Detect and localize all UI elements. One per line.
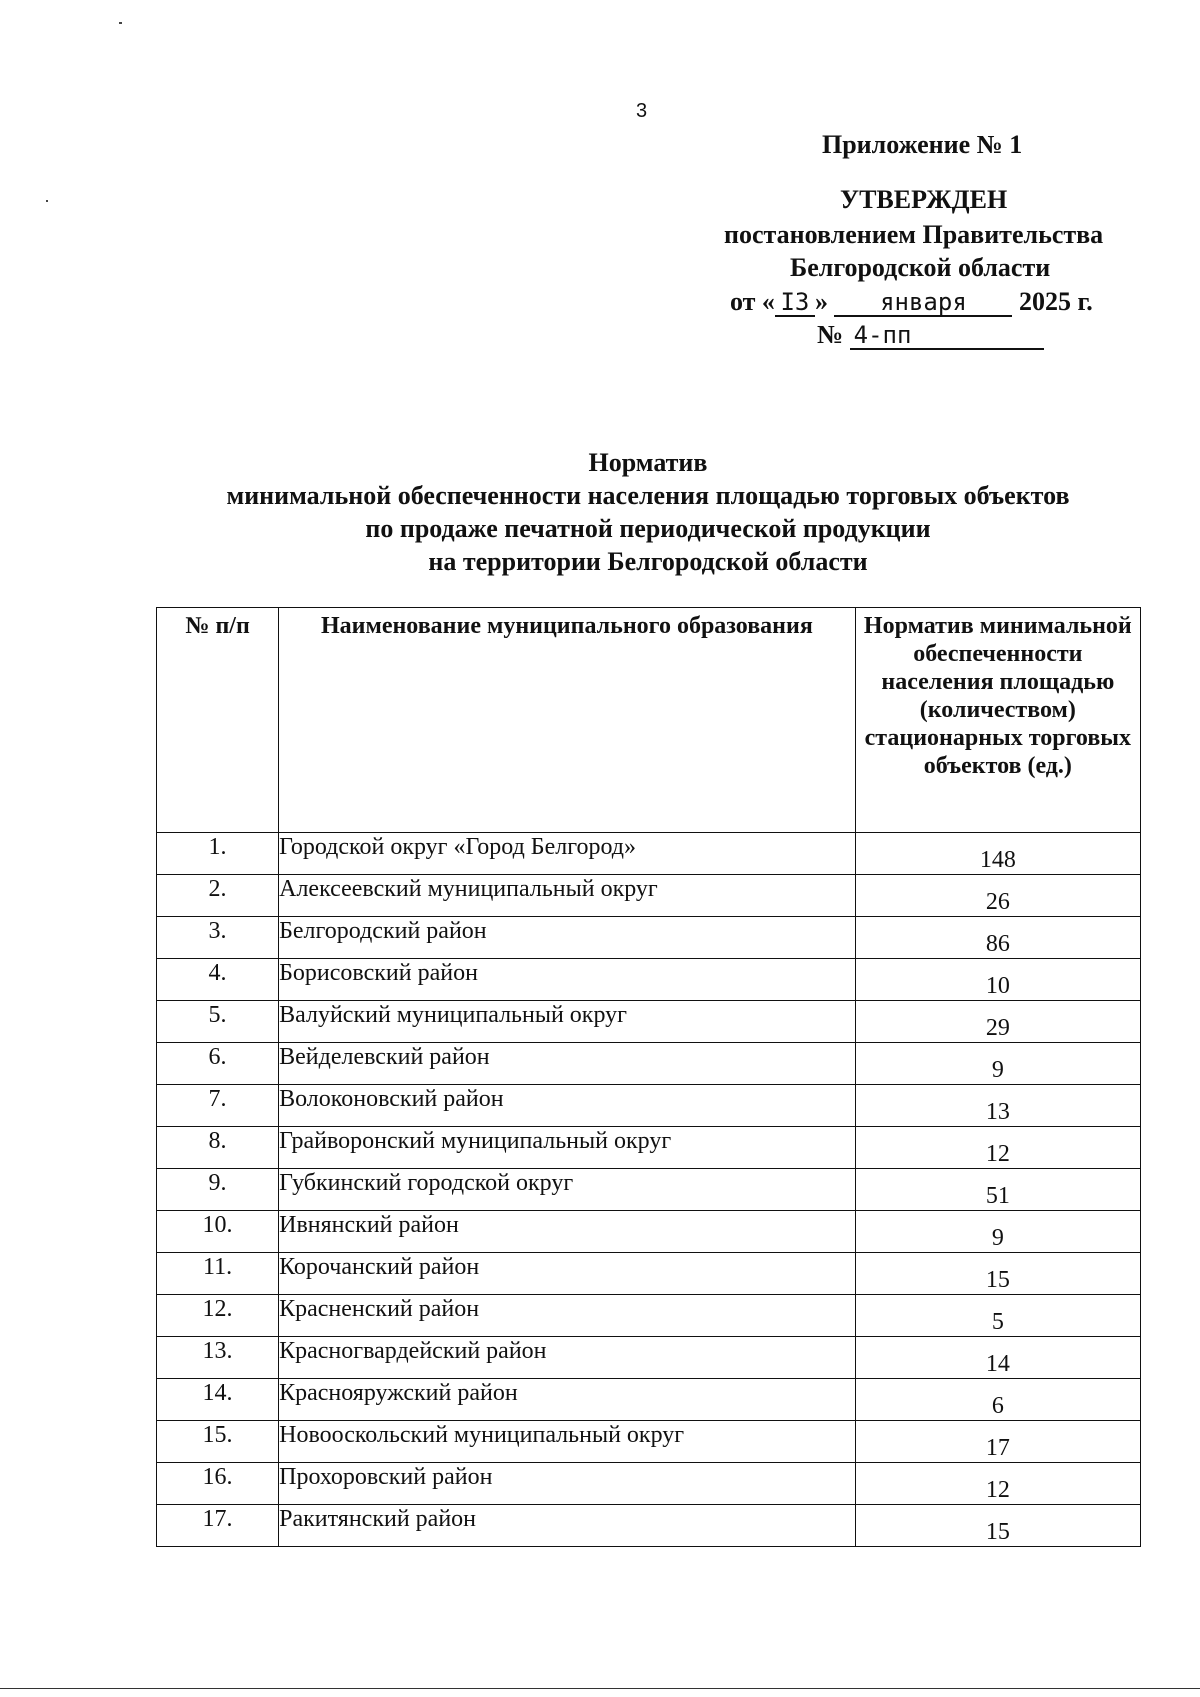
norm-value: 12 xyxy=(855,1127,1140,1169)
municipality-name: Красногвардейский район xyxy=(279,1337,856,1379)
page-number: 3 xyxy=(636,100,648,122)
row-number: 8. xyxy=(157,1127,279,1169)
row-number: 6. xyxy=(157,1043,279,1085)
norm-value: 51 xyxy=(855,1169,1140,1211)
title-line-1: Норматив xyxy=(588,448,708,477)
row-number: 17. xyxy=(157,1505,279,1547)
table-row xyxy=(157,1085,1141,1127)
appendix-label: Приложение № 1 xyxy=(822,130,1023,159)
norm-value: 15 xyxy=(855,1253,1140,1295)
row-number: 9. xyxy=(157,1169,279,1211)
municipality-name: Корочанский район xyxy=(279,1253,856,1295)
municipality-name: Губкинский городской округ xyxy=(279,1169,856,1211)
norm-value: 148 xyxy=(855,833,1140,875)
municipality-name: Краснояружский район xyxy=(279,1379,856,1421)
table-row xyxy=(157,1337,1141,1379)
row-number: 13. xyxy=(157,1337,279,1379)
municipality-name: Новооскольский муниципальный округ xyxy=(279,1421,856,1463)
municipality-name: Борисовский район xyxy=(279,959,856,1001)
municipality-name: Алексеевский муниципальный округ xyxy=(279,875,856,917)
norm-value: 6 xyxy=(855,1379,1140,1421)
norm-value: 86 xyxy=(855,917,1140,959)
row-number: 16. xyxy=(157,1463,279,1505)
table-row xyxy=(157,1169,1141,1211)
norm-value: 9 xyxy=(855,1043,1140,1085)
row-number: 15. xyxy=(157,1421,279,1463)
norm-value: 10 xyxy=(855,959,1140,1001)
norm-table xyxy=(156,607,1141,1547)
table-row xyxy=(157,1463,1141,1505)
table-row xyxy=(157,1295,1141,1337)
table-row xyxy=(157,917,1141,959)
date-mid: » xyxy=(814,287,828,316)
municipality-name: Городской округ «Город Белгород» xyxy=(279,833,856,875)
table-row xyxy=(157,1001,1141,1043)
table-body xyxy=(157,833,1141,1547)
table-header-row xyxy=(157,608,1141,833)
row-number: 11. xyxy=(157,1253,279,1295)
document-title xyxy=(0,446,1200,578)
municipality-name: Волоконовский район xyxy=(279,1085,856,1127)
header-num: № п/п xyxy=(157,608,279,833)
table-row xyxy=(157,1211,1141,1253)
table-row xyxy=(157,1127,1141,1169)
table-row xyxy=(157,875,1141,917)
municipality-name: Красненский район xyxy=(279,1295,856,1337)
table-row xyxy=(157,1253,1141,1295)
table-row xyxy=(157,1505,1141,1547)
norm-value: 13 xyxy=(855,1085,1140,1127)
scan-edge-line xyxy=(0,1688,1200,1689)
norm-value: 15 xyxy=(855,1505,1140,1547)
row-number: 2. xyxy=(157,875,279,917)
header-name: Наименование муниципального образования xyxy=(279,608,856,833)
approval-date xyxy=(730,285,1093,318)
row-number: 5. xyxy=(157,1001,279,1043)
municipality-name: Грайворонский муниципальный округ xyxy=(279,1127,856,1169)
approval-number xyxy=(817,318,1044,351)
municipality-name: Прохоровский район xyxy=(279,1463,856,1505)
municipality-name: Вейделевский район xyxy=(279,1043,856,1085)
norm-value: 5 xyxy=(855,1295,1140,1337)
table-row xyxy=(157,1379,1141,1421)
norm-value: 29 xyxy=(855,1001,1140,1043)
region-label: Белгородской области xyxy=(790,253,1051,282)
municipality-name: Ивнянский район xyxy=(279,1211,856,1253)
norm-value: 14 xyxy=(855,1337,1140,1379)
title-line-2: минимальной обеспеченности населения площадью торговых объектов xyxy=(226,481,1070,510)
number-prefix: № xyxy=(817,320,844,349)
row-number: 10. xyxy=(157,1211,279,1253)
row-number: 1. xyxy=(157,833,279,875)
title-line-3: по продаже печатной периодической продукции xyxy=(365,514,931,543)
row-number: 3. xyxy=(157,917,279,959)
municipality-name: Валуйский муниципальный округ xyxy=(279,1001,856,1043)
row-number: 4. xyxy=(157,959,279,1001)
date-year: 2025 г. xyxy=(1018,287,1093,316)
municipality-name: Белгородский район xyxy=(279,917,856,959)
table-row xyxy=(157,1421,1141,1463)
approved-by-label: постановлением Правительства xyxy=(724,220,1104,249)
title-line-4: на территории Белгородской области xyxy=(428,547,868,576)
approved-label: УТВЕРЖДЕН xyxy=(840,185,1008,214)
norm-value: 9 xyxy=(855,1211,1140,1253)
header-value xyxy=(855,608,1140,833)
table-row xyxy=(157,833,1141,875)
norm-value: 17 xyxy=(855,1421,1140,1463)
header-value-text: Норматив минимальной обеспеченности населения площадью (количеством) стационарных торговых объектов (ед.) xyxy=(863,613,1132,779)
norm-value: 12 xyxy=(855,1463,1140,1505)
municipality-name: Ракитянский район xyxy=(279,1505,856,1547)
date-day: I3 xyxy=(775,289,815,317)
number-value: 4-пп xyxy=(850,322,1044,350)
table-row xyxy=(157,1043,1141,1085)
table-row xyxy=(157,959,1141,1001)
row-number: 14. xyxy=(157,1379,279,1421)
row-number: 7. xyxy=(157,1085,279,1127)
date-prefix: от « xyxy=(730,287,775,316)
norm-value: 26 xyxy=(855,875,1140,917)
scan-speck xyxy=(46,200,48,202)
date-month: января xyxy=(834,289,1012,317)
row-number: 12. xyxy=(157,1295,279,1337)
scan-speck xyxy=(119,22,122,24)
